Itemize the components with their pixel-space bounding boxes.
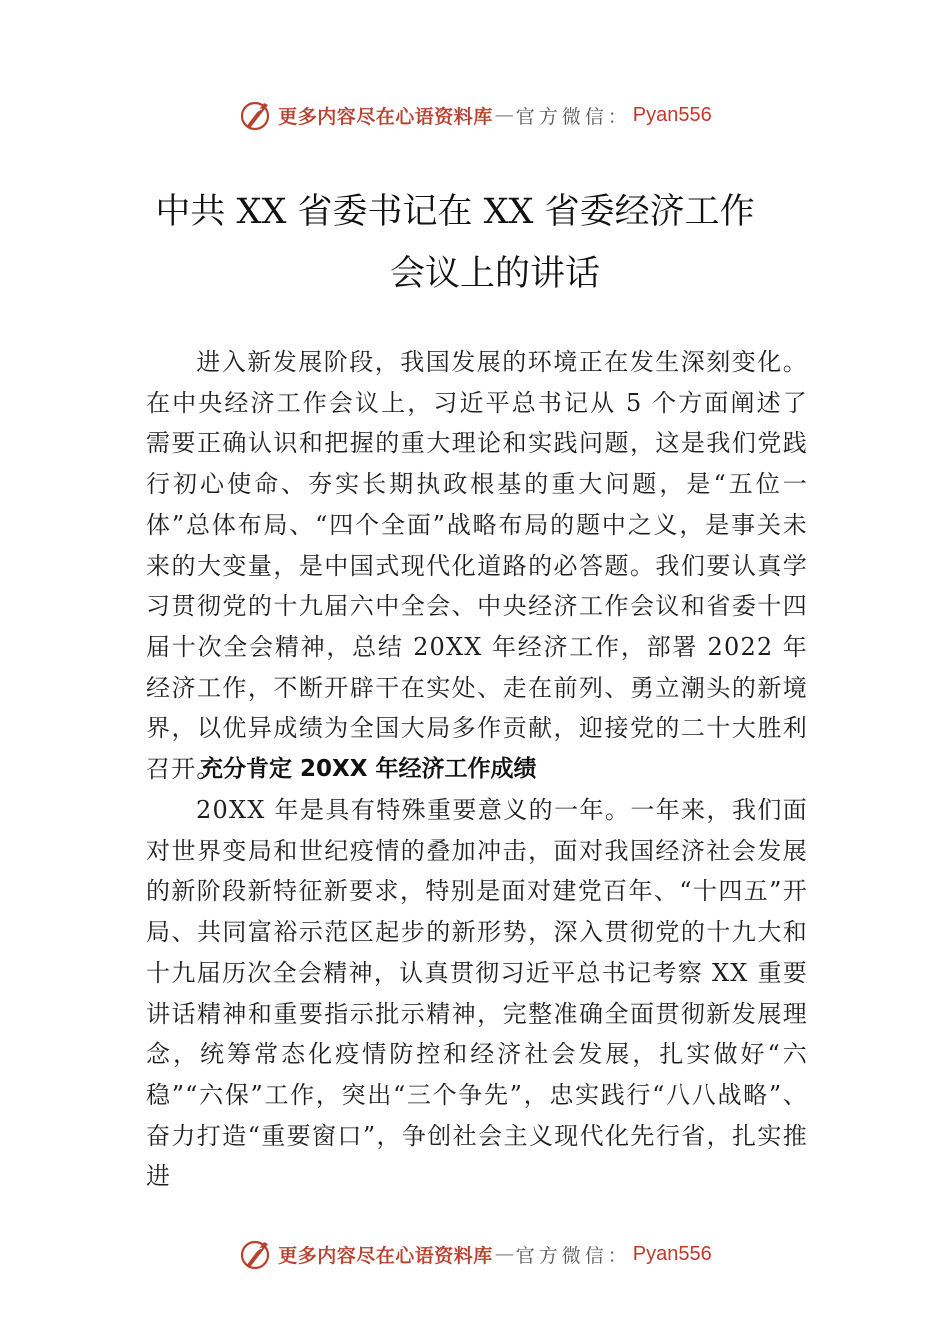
watermark-brand: 更多内容尽在心语资料库: [278, 1244, 493, 1267]
header-watermark: [0, 93, 950, 137]
watermark-separator: —: [494, 104, 514, 126]
paragraph-1: [146, 342, 808, 790]
quill-circle-logo-icon: [238, 97, 274, 133]
section-heading: 充分肯定 20XX 年经济工作成绩: [200, 756, 537, 782]
footer-watermark: [0, 1232, 950, 1276]
document-title-line-1: 中共 XX 省委书记在 XX 省委经济工作: [155, 192, 755, 232]
paragraph-2-text: 20XX 年是具有特殊重要意义的一年。一年来，我们面对世界变局和世纪疫情的叠加冲击，面对我国经济社会发展的新阶段新特征新要求，特别是面对建党百年、“十四五”开局、共同富裕示范区起步的新形势，深入贯彻党的十九大和十九届历次全会精神，认真贯彻习近平总书记考察 XX 重要讲话精神和重要指示批示精神，完整准确全面贯彻新发展理念，统筹常态化疫情防控和经济社会发展，扎实做好“六稳”“六保”工作，突出“三个争先”，忠实践行“八八战略”、奋力打造“重要窗口”，争创社会主义现代化先行省，扎实推进: [146, 796, 808, 1191]
paragraph-1-text: 进入新发展阶段，我国发展的环境正在发生深刻变化。在中央经济工作会议上，习近平总书记从 5 个方面阐述了需要正确认识和把握的重大理论和实践问题，这是我们党践行初心使命、夯实长期执政根基的重大问题，是“五位一体”总体布局、“四个全面”战略布局的题中之义，是事关未来的大变量，是中国式现代化道路的必答题。我们要认真学习贯彻党的十九届六中全会、中央经济工作会议和省委十四届十次全会精神，总结 20XX 年经济工作，部署 2022 年经济工作，不断开辟干在实处、走在前列、勇立潮头的新境界，以优异成绩为全国大局多作贡献，迎接党的二十大胜利召开。: [146, 348, 808, 784]
watermark-wechat-id: Pyan556: [632, 103, 712, 126]
watermark-wechat-id: Pyan556: [632, 1242, 712, 1265]
watermark-wechat-label: 官方微信：: [515, 105, 631, 128]
quill-circle-logo-icon: [238, 1236, 274, 1272]
watermark-separator: —: [494, 1243, 514, 1265]
paragraph-2: [146, 790, 808, 1197]
document-title-line-2: 会议上的讲话: [389, 254, 600, 294]
watermark-wechat-label: 官方微信：: [515, 1244, 631, 1267]
watermark-brand: 更多内容尽在心语资料库: [278, 105, 493, 128]
